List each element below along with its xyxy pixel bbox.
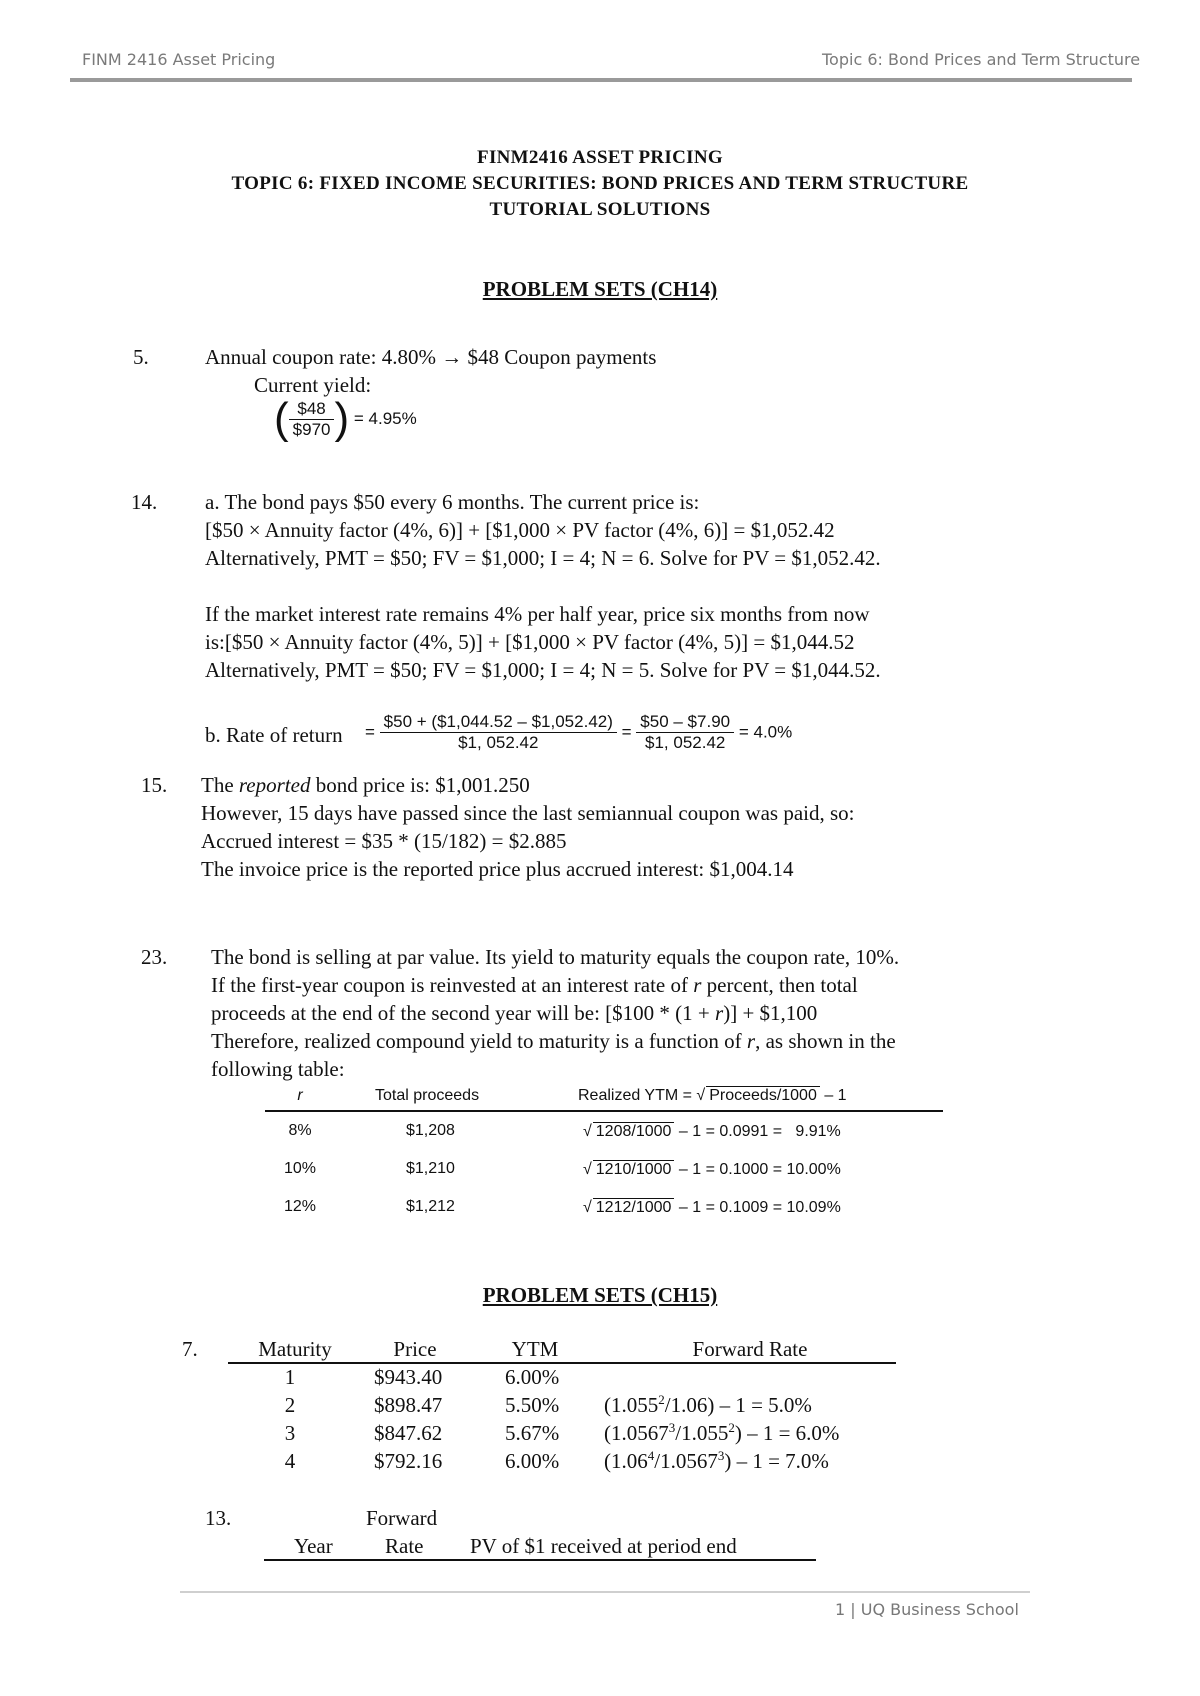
p7-header-price: Price	[393, 1337, 437, 1361]
p7-row-price: $847.62	[374, 1421, 443, 1445]
fwd-exp: 4	[647, 1448, 655, 1463]
p23-h-ytm-sqrt: Proceeds/1000	[706, 1086, 820, 1105]
footer-separator: |	[850, 1600, 856, 1619]
footer-school: UQ Business School	[860, 1600, 1019, 1619]
p7-row-maturity: 3	[284, 1421, 296, 1445]
p15-l2: However, 15 days have passed since the last semiannual coupon was paid, so:	[201, 801, 855, 825]
p23-row-total: $1,212	[406, 1198, 455, 1215]
p13-header-forward: Forward	[366, 1506, 438, 1530]
p15-l1-pre: The	[201, 773, 234, 797]
fwd-part: (1.0567	[604, 1421, 669, 1445]
p14-a1: a. The bond pays $50 every 6 months. The current price is:	[205, 490, 700, 514]
p23-row-ytm: √ 1210/1000 – 1 = 0.1000 = 10.00%	[583, 1161, 841, 1178]
p23-l3-post: )] + $1,100	[723, 1001, 818, 1025]
p23-l4-italic: r	[746, 1029, 756, 1053]
p5-frac-num: $48	[289, 399, 335, 420]
p23-table-header-r: r	[297, 1087, 303, 1104]
p14-b-formula	[365, 712, 792, 753]
fwd-part: ) – 1 = 6.0%	[734, 1421, 840, 1445]
footer-page-number: 1	[835, 1600, 846, 1619]
doc-title-3: TUTORIAL SOLUTIONS	[489, 199, 711, 220]
header-rule	[70, 78, 1132, 82]
p23-row-rest: – 1 = 0.1000 = 10.00%	[678, 1161, 841, 1178]
fwd-exp: 2	[658, 1392, 665, 1407]
p23-table-rule	[265, 1110, 943, 1112]
p7-header-ytm: YTM	[511, 1337, 559, 1361]
p23-row-total: $1,210	[406, 1160, 455, 1177]
p7-row-ytm: 5.67%	[505, 1421, 560, 1445]
p7-row-forward	[604, 1393, 812, 1418]
p23-row-rest: – 1 = 0.0991 = 9.91%	[678, 1123, 841, 1140]
p7-header-forward: Forward Rate	[692, 1337, 808, 1361]
p14-b-label: b. Rate of return	[205, 723, 343, 747]
p23-row-total: $1,208	[406, 1122, 455, 1139]
p23-row-ytm: √ 1212/1000 – 1 = 0.1009 = 10.09%	[583, 1199, 841, 1216]
p23-l2-italic: r	[693, 973, 702, 997]
p14-b-frac2-den: $1, 052.42	[645, 733, 726, 752]
p14-b-frac2-num: $50 – $7.90	[636, 712, 734, 733]
p23-l2-pre: If the first-year coupon is reinvested at an interest rate of	[211, 973, 688, 997]
p7-table-rule	[228, 1362, 896, 1364]
p5-current-yield-formula	[274, 394, 417, 443]
p14-a5: is:[$50 × Annuity factor (4%, 5)] + [$1,000 × PV factor (4%, 5)] = $1,044.52	[205, 630, 855, 654]
p14-b-frac1	[380, 712, 617, 753]
p7-row-ytm: 5.50%	[505, 1393, 560, 1417]
p14-b-frac2	[636, 712, 734, 753]
p13-table-rule	[264, 1559, 816, 1561]
p14-a3: Alternatively, PMT = $50; FV = $1,000; I = 4; N = 6. Solve for PV = $1,052.42.	[205, 546, 881, 570]
p23-row-r: 8%	[288, 1122, 312, 1139]
p23-l5: following table:	[211, 1057, 345, 1081]
fwd-part: ) – 1 = 7.0%	[724, 1449, 829, 1473]
p23-l4-post: , as shown in the	[755, 1029, 896, 1053]
p14-b-eq1: =	[365, 722, 375, 742]
p7-row-ytm: 6.00%	[505, 1365, 560, 1389]
p13-header-pv: PV of $1 received at period end	[470, 1534, 737, 1558]
p5-result: = 4.95%	[353, 409, 417, 428]
p7-number: 7.	[182, 1337, 198, 1361]
p15-number: 15.	[141, 773, 168, 797]
p7-row-maturity: 1	[284, 1365, 296, 1389]
p23-row-sqrt: 1212/1000	[593, 1198, 675, 1217]
p23-row-r: 10%	[283, 1160, 317, 1177]
p23-row-sqrt: 1208/1000	[593, 1122, 675, 1141]
p5-line1: Annual coupon rate: 4.80% → $48 Coupon payments	[205, 345, 657, 369]
p23-l4	[211, 1029, 896, 1054]
p23-l3-italic: r	[715, 1001, 724, 1025]
p23-h-ytm-post: – 1	[824, 1087, 847, 1104]
footer-rule	[180, 1591, 1030, 1593]
p15-l1	[201, 773, 530, 798]
header-right: Topic 6: Bond Prices and Term Structure	[822, 50, 1141, 69]
p5-line2: Current yield:	[254, 373, 372, 397]
fwd-part: /1.06) – 1 = 5.0%	[664, 1393, 812, 1417]
p23-l3-pre: proceeds at the end of the second year will be: [$100 * (1 +	[211, 1001, 710, 1025]
p14-b-frac1-num: $50 + ($1,044.52 – $1,052.42)	[380, 712, 617, 733]
p23-l4-pre: Therefore, realized compound yield to maturity is a function of	[211, 1029, 742, 1053]
p7-row-price: $898.47	[374, 1393, 443, 1417]
p7-row-ytm: 6.00%	[505, 1449, 560, 1473]
p23-l1: The bond is selling at par value. Its yield to maturity equals the coupon rate, 10%.	[211, 945, 900, 969]
right-paren: )	[334, 394, 350, 443]
p23-l2	[211, 973, 858, 998]
p15-l1-italic: reported	[238, 773, 311, 797]
p7-row-price: $792.16	[374, 1449, 443, 1473]
fwd-part: /1.055	[675, 1421, 729, 1445]
doc-title-1: FINM2416 ASSET PRICING	[477, 147, 723, 168]
p15-l4: The invoice price is the reported price plus accrued interest: $1,004.14	[201, 857, 794, 881]
p15-l1-post: bond price is: $1,001.250	[315, 773, 530, 797]
p5-fraction	[289, 399, 335, 440]
p23-number: 23.	[141, 945, 168, 969]
fwd-exp: 3	[668, 1420, 676, 1435]
p13-header-rate: Rate	[385, 1534, 424, 1558]
p14-a4: If the market interest rate remains 4% per half year, price six months from now	[205, 602, 870, 626]
p7-row-forward	[604, 1421, 839, 1446]
p5-frac-den: $970	[292, 419, 331, 439]
p23-row-sqrt: 1210/1000	[593, 1160, 675, 1179]
p15-l3: Accrued interest = $35 * (15/182) = $2.885	[201, 829, 567, 853]
fwd-part: (1.06	[604, 1449, 648, 1473]
p14-number: 14.	[131, 490, 158, 514]
doc-title-2: TOPIC 6: FIXED INCOME SECURITIES: BOND PRICES AND TERM STRUCTURE	[231, 173, 969, 194]
footer	[835, 1600, 1019, 1619]
p13-header-year: Year	[294, 1534, 333, 1558]
section-ch14: PROBLEM SETS (CH14)	[482, 277, 718, 301]
p7-row-maturity: 2	[284, 1393, 296, 1417]
section-ch15: PROBLEM SETS (CH15)	[482, 1283, 718, 1307]
p14-b-eq2: =	[621, 722, 632, 742]
p14-b-frac1-den: $1, 052.42	[458, 733, 539, 752]
p14-b-result: = 4.0%	[738, 722, 793, 742]
p23-table-header-ytm: Realized YTM = √ Proceeds/1000 – 1	[578, 1087, 847, 1104]
p23-l2-post: percent, then total	[706, 973, 858, 997]
p23-row-r: 12%	[283, 1198, 317, 1215]
left-paren: (	[274, 394, 289, 443]
p7-header-maturity: Maturity	[258, 1337, 332, 1361]
p23-table-header-total: Total proceeds	[375, 1087, 480, 1104]
fwd-exp: 3	[717, 1448, 725, 1463]
p23-h-ytm-pre: Realized YTM =	[578, 1087, 692, 1104]
p7-row-forward	[604, 1449, 829, 1474]
p13-number: 13.	[205, 1506, 232, 1530]
fwd-part: /1.0567	[654, 1449, 718, 1473]
p14-a2: [$50 × Annuity factor (4%, 6)] + [$1,000 × PV factor (4%, 6)] = $1,052.42	[205, 518, 835, 542]
p23-l3	[211, 1001, 817, 1026]
p14-a6: Alternatively, PMT = $50; FV = $1,000; I = 4; N = 5. Solve for PV = $1,044.52.	[205, 658, 881, 682]
p5-number: 5.	[133, 345, 149, 369]
p7-row-price: $943.40	[374, 1365, 443, 1389]
header-left: FINM 2416 Asset Pricing	[82, 50, 276, 69]
fwd-part: (1.055	[604, 1393, 659, 1417]
p23-row-ytm: √ 1208/1000 – 1 = 0.0991 = 9.91%	[583, 1123, 841, 1140]
fwd-exp: 2	[728, 1420, 735, 1435]
p7-row-maturity: 4	[284, 1449, 296, 1473]
p23-row-rest: – 1 = 0.1009 = 10.09%	[678, 1199, 841, 1216]
